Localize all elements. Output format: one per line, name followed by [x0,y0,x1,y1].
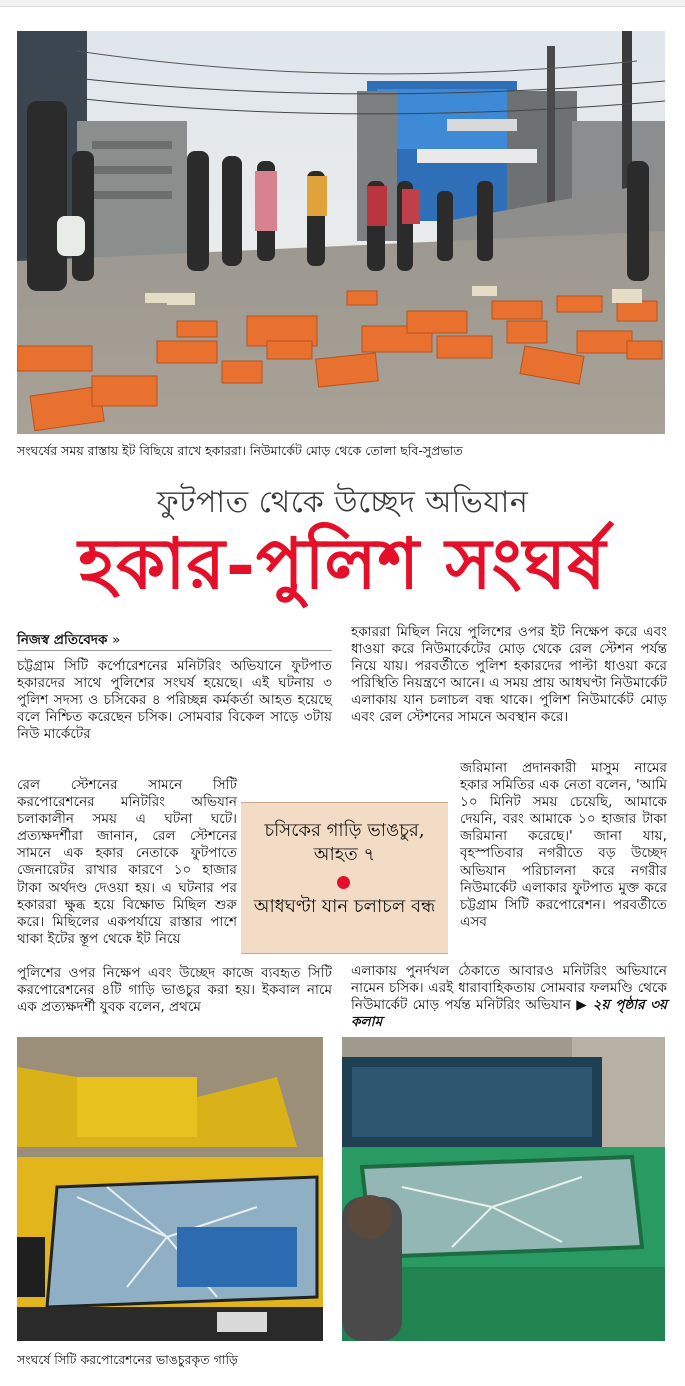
article-column-2 [351,624,667,727]
bottom-photos-caption: সংঘর্ষে সিটি করপোরেশনের ভাঙচুরকৃত গাড়ি [17,1352,238,1367]
pull-quote [241,802,448,954]
paragraph: হকাররা মিছিল নিয়ে পুলিশের ওপর ইট নিক্ষেপ করে এবং ধাওয়া করে নিউমার্কেটের মোড় থেকে রেল স্টেশন পর্যন্ত নিয়ে যায়। পরবর্তীতে পুলিশ হকারদের পাল্টা ধাওয়া করে পরিস্থিতি নিয়ন্ত্রণে আনে। এ সময় প্রায় আধঘণ্টা নিউমার্কেট এলাকায় যান চলাচল বন্ধ থাকে। পুলিশ নিউমার্কেট মোড় এবং রেল স্টেশনের সামনে অবস্থান করে। [351,624,667,726]
paragraph: পুলিশের ওপর নিক্ষেপ এবং উচ্ছেদ কাজে ব্যবহৃত সিটি করপোরেশনের ৪টি গাড়ি ভাঙচুর করা হয়। ইকবাল নামে এক প্রত্যক্ষদর্শী যুবক বলেন, প্রথমে [17,965,332,1016]
vandalized-yellow-truck-image [17,1037,323,1341]
pull-quote-line-1: চসিকের গাড়ি ভাঙচুর, আহত ৭ [264,820,425,865]
article-column-2-bottom [351,963,667,1031]
article-column-2-wrap [460,760,667,931]
pull-quote-bullet-icon [337,876,350,889]
continued-arrow-icon: ▶ [576,997,588,1014]
street-clash-image [17,31,665,434]
article-column-1 [17,658,332,743]
paragraph [351,963,667,1031]
article-column-1-wrap [17,777,237,948]
paragraph-text: এলাকায় পুনর্দখল ঠেকাতে আবারও মনিটরিং অভিযানে নামেন চসিক। এরই ধারাবাহিকতায় সোমবার ফলমণ্ডি থেকে নিউমার্কেট মোড় পর্যন্ত মনিটরিং অভিযান [351,963,667,1014]
headline-main: হকার-পুলিশ সংঘর্ষ [78,522,607,605]
byline [17,629,120,652]
paragraph: চট্টগ্রাম সিটি কর্পোরেশনের মনিটরিং অভিযানে ফুটপাত হকারদের সাথে পুলিশের সংঘর্ষ হয়েছে। এই ঘটনায় ৩ পুলিশ সদস্য ও চসিকের ৪ পরিচ্ছন্ন কর্মকর্তা আহত হয়েছে বলে নিশ্চিত করেছেন চসিক। সোমবার বিকেল সাড়ে ৩টায় নিউ মার্কেটের [17,658,332,743]
top-photo-caption: সংঘর্ষের সময় রাস্তায় ইট বিছিয়ে রাখে হকাররা। নিউমার্কেট মোড় থেকে তোলা ছবি-সুপ্রভাত [17,443,463,458]
page-top-edge [0,0,685,7]
pull-quote-line-2: আধঘণ্টা যান চলাচল বন্ধ [253,896,436,917]
byline-marker: » [112,632,121,648]
headline-kicker: ফুটপাত থেকে উচ্ছেদ অভিযান [156,485,529,520]
byline-rule [17,650,332,651]
byline-label: নিজস্ব প্রতিবেদক [17,632,108,648]
top-photo [17,31,665,434]
vandalized-green-pickup-image [342,1037,665,1341]
continued-reference[interactable]: ২য় পৃষ্ঠার ৩য় কলাম [351,997,667,1031]
bottom-photo-left [17,1037,323,1341]
bottom-photo-right [342,1037,665,1341]
paragraph: জরিমানা প্রদানকারী মাসুম নামের হকার সমিতির এক নেতা বলেন, 'আমি ১০ মিনিট সময় চেয়েছি, আমাকে দেয়নি, বরং আমাকে ১০ হাজার টাকা জরিমানা করেছে।' জানা যায়, বৃহস্পতিবার নগরীতে বড় উচ্ছেদ অভিযান পরিচালনা করে নগরীর নিউমার্কেট এলাকার ফুটপাত মুক্ত করে চট্টগ্রাম সিটি করপোরেশন। পরবর্তীতে এসব [460,760,667,930]
article-column-1-bottom [17,965,332,1016]
paragraph: রেল স্টেশনের সামনে সিটি করপোরেশনের মনিটরিং অভিযান চলাকালীন সময় এ ঘটনা ঘটে। প্রত্যক্ষদর্শীরা জানান, রেল স্টেশনের সামনে এক হকার নেতাকে ফুটপাতে জেনারেটর রাখার কারণে ১০ হাজার টাকা অর্থদণ্ড দেওয়া হয়। এ ঘটনার পর হকাররা ক্ষুব্ধ হয়ে বিক্ষোভ মিছিল শুরু করে। মিছিলের একপর্যায়ে রাস্তার পাশে থাকা ইটের স্তূপ থেকে ইট নিয়ে [17,777,237,947]
